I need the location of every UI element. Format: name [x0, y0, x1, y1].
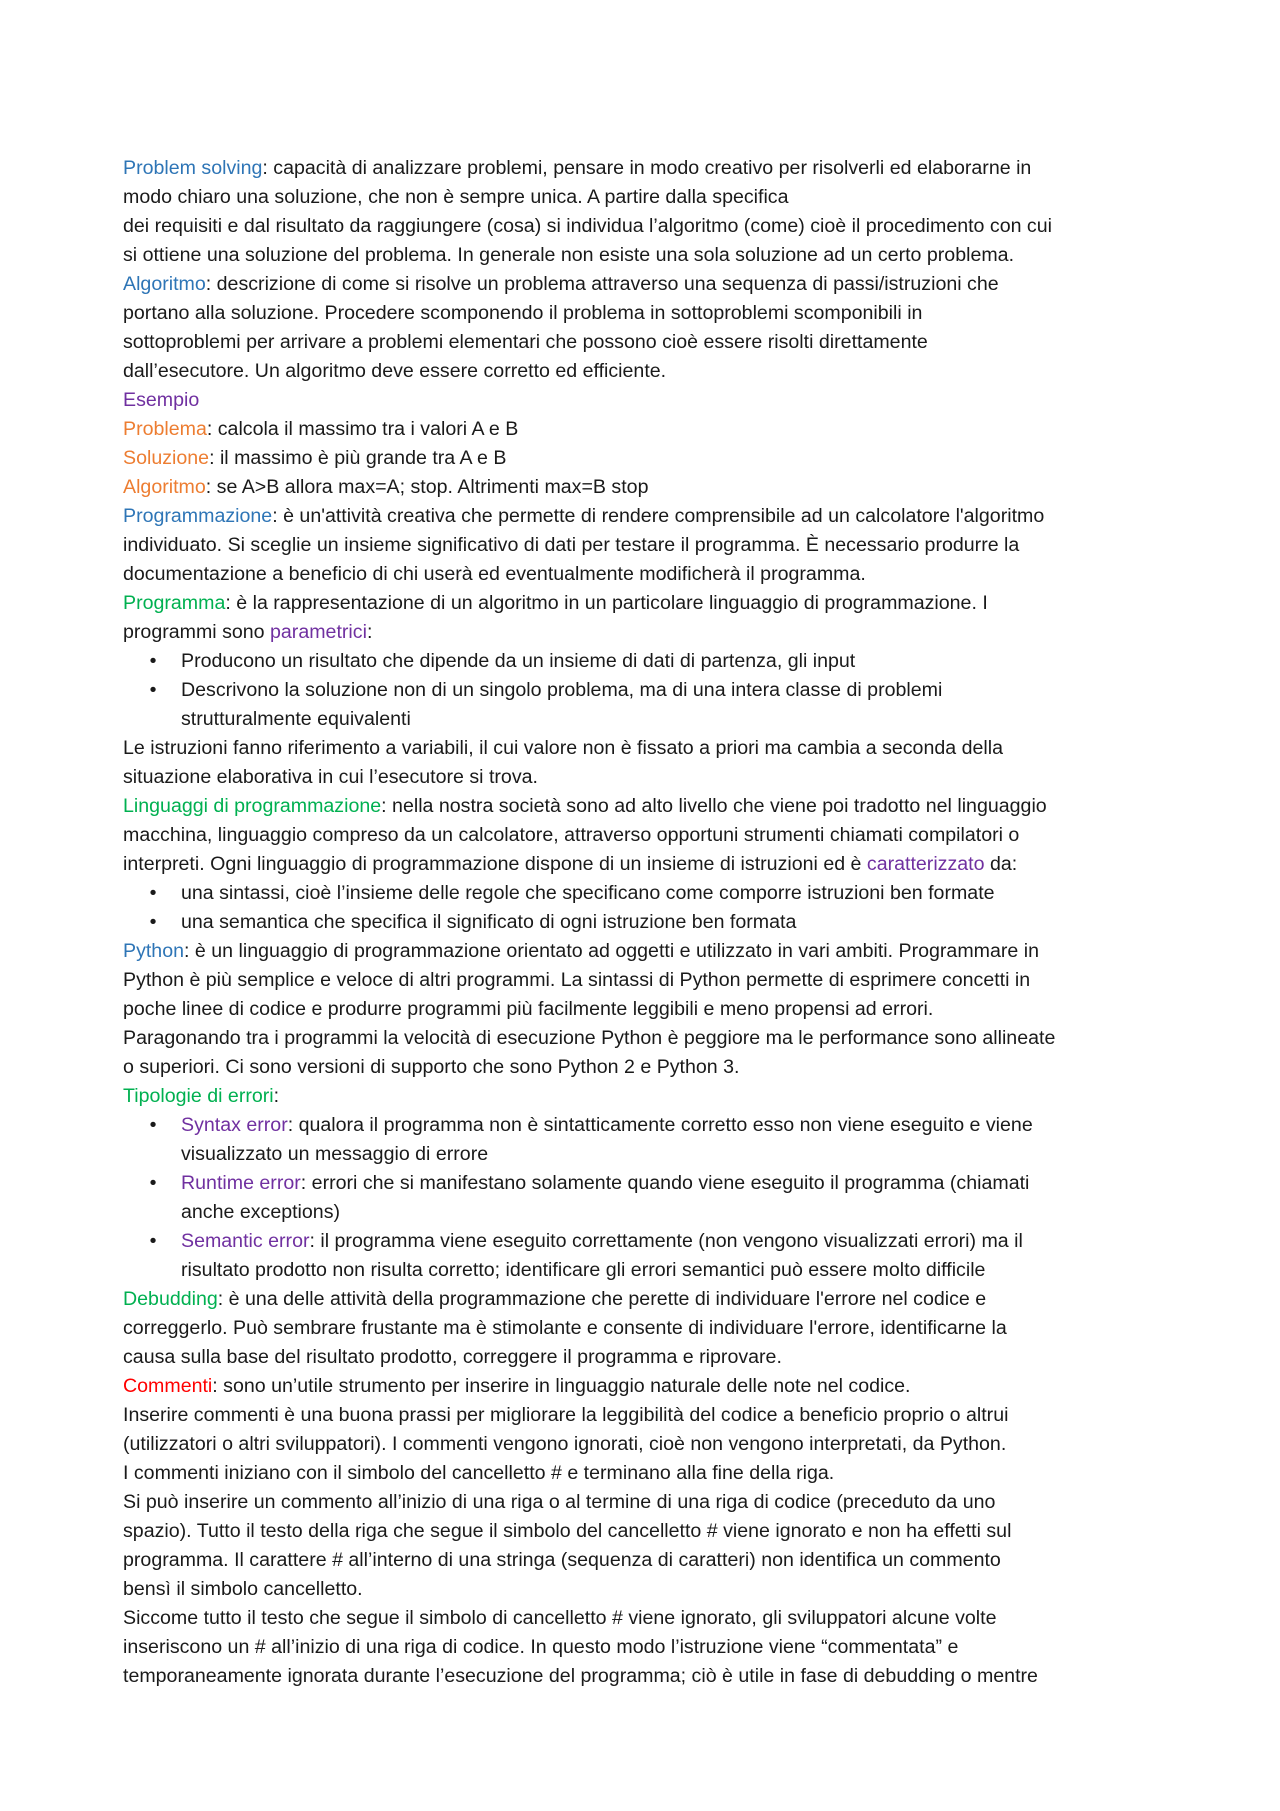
text-fragment: : il massimo è più grande tra A e B — [209, 447, 507, 469]
heading-esempio: Esempio — [123, 389, 200, 411]
section-problem-solving — [123, 154, 1168, 270]
paragraph-line: si ottiene una soluzione del problema. In generale non esiste una sola soluzione ad un certo problema. — [123, 244, 1015, 266]
text-fragment: : è un linguaggio di programmazione orientato ad oggetti e utilizzato in vari ambiti. Programmare in — [184, 940, 1039, 962]
bullet-list-errori — [123, 1111, 1168, 1285]
paragraph-line: inseriscono un # all’inizio di una riga di codice. In questo modo l’istruzione viene “commentata” e — [123, 1636, 959, 1658]
section-esempio — [123, 386, 1168, 502]
list-item-text: : il programma viene eseguito correttamente (non vengono visualizzati errori) ma il — [309, 1230, 1023, 1252]
paragraph-line: modo chiaro una soluzione, che non è sempre unica. A partire dalla specifica — [123, 186, 789, 208]
term-debudding: Debudding — [123, 1288, 218, 1310]
list-item-text: : qualora il programma non è sintatticamente corretto esso non viene eseguito e viene — [287, 1114, 1033, 1136]
paragraph-line: macchina, linguaggio compreso da un calcolatore, attraverso opportuni strumenti chiamati compilatori o — [123, 824, 1020, 846]
paragraph-line — [123, 270, 1168, 299]
list-item-continuation — [123, 1198, 1168, 1227]
text-fragment: : capacità di analizzare problemi, pensare in modo creativo per risolverli ed elaborarne in — [262, 157, 1032, 179]
term-runtime-error: Runtime error — [181, 1172, 301, 1194]
section-errori — [123, 1082, 1168, 1285]
bullet-icon: • — [149, 679, 157, 701]
text-fragment: : — [366, 621, 373, 643]
section-linguaggi — [123, 792, 1168, 937]
text-fragment: : se A>B allora max=A; stop. Altrimenti max=B stop — [205, 476, 649, 498]
term-problem-solving: Problem solving — [123, 157, 263, 179]
text-fragment: : è una delle attività della programmazione che perette di individuare l'errore nel codice e — [217, 1288, 987, 1310]
list-item-text: anche exceptions) — [181, 1201, 341, 1223]
section-debudding — [123, 1285, 1168, 1372]
paragraph-line: causa sulla base del risultato prodotto, correggere il programma e riprovare. — [123, 1346, 782, 1368]
bullet-list-linguaggi — [123, 879, 1168, 937]
section-programmazione — [123, 502, 1168, 589]
text-fragment: : descrizione di come si risolve un problema attraverso una sequenza di passi/istruzioni che — [205, 273, 999, 295]
paragraph-line: dall’esecutore. Un algoritmo deve essere corretto ed efficiente. — [123, 360, 667, 382]
term-soluzione: Soluzione — [123, 447, 210, 469]
term-programma: Programma — [123, 592, 226, 614]
bullet-icon: • — [149, 1172, 157, 1194]
term-commenti: Commenti — [123, 1375, 213, 1397]
section-commenti — [123, 1372, 1168, 1691]
term-parametrici: parametrici — [270, 621, 367, 643]
text-fragment: da: — [984, 853, 1018, 875]
list-item-text: strutturalmente equivalenti — [181, 708, 411, 730]
list-item-continuation — [123, 1256, 1168, 1285]
list-item-text: visualizzato un messaggio di errore — [181, 1143, 489, 1165]
text-fragment: : è un'attività creativa che permette di rendere comprensibile ad un calcolatore l'algoritmo — [272, 505, 1045, 527]
paragraph-line: Si può inserire un commento all’inizio di una riga o al termine di una riga di codice (preceduto da uno — [123, 1491, 996, 1513]
paragraph-line — [123, 618, 1168, 647]
paragraph-line: Siccome tutto il testo che segue il simbolo di cancelletto # viene ignorato, gli sviluppatori alcune volte — [123, 1607, 997, 1629]
paragraph-line: dei requisiti e dal risultato da raggiungere (cosa) si individua l’algoritmo (come) cioè il procedimento con cui — [123, 215, 1052, 237]
list-item-continuation — [123, 1140, 1168, 1169]
text-fragment: programmi sono — [123, 621, 271, 643]
section-algoritmo — [123, 270, 1168, 386]
list-item — [123, 1227, 1168, 1256]
paragraph-line: Le istruzioni fanno riferimento a variabili, il cui valore non è fissato a priori ma cambia a seconda della — [123, 737, 1003, 759]
term-algoritmo-esempio: Algoritmo — [123, 476, 206, 498]
list-item-text: : errori che si manifestano solamente quando viene eseguito il programma (chiamati — [300, 1172, 1030, 1194]
list-item — [123, 1111, 1168, 1140]
bullet-icon: • — [149, 882, 157, 904]
text-fragment: : nella nostra società sono ad alto livello che viene poi tradotto nel linguaggio — [381, 795, 1047, 817]
paragraph-line — [123, 589, 1168, 618]
paragraph-line: situazione elaborativa in cui l’esecutore si trova. — [123, 766, 538, 788]
bullet-icon: • — [149, 1114, 157, 1136]
paragraph-line — [123, 502, 1168, 531]
text-fragment: : calcola il massimo tra i valori A e B — [206, 418, 519, 440]
paragraph-line: correggerlo. Può sembrare frustante ma è stimolante e consente di individuare l'errore, identificarne la — [123, 1317, 1007, 1339]
list-item-text: una sintassi, cioè l’insieme delle regole che specificano come comporre istruzioni ben formate — [181, 882, 995, 904]
paragraph-line: temporaneamente ignorata durante l’esecuzione del programma; ciò è utile in fase di debudding o mentre — [123, 1665, 1038, 1687]
paragraph-line: programma. Il carattere # all’interno di una stringa (sequenza di caratteri) non identifica un commento — [123, 1549, 1001, 1571]
paragraph-line — [123, 1082, 1168, 1111]
paragraph-line: I commenti iniziano con il simbolo del cancelletto # e terminano alla fine della riga. — [123, 1462, 835, 1484]
list-item-text: una semantica che specifica il significato di ogni istruzione ben formata — [181, 911, 797, 933]
list-item-text: Descrivono la soluzione non di un singolo problema, ma di una intera classe di problemi — [181, 679, 943, 701]
list-item-text: risultato prodotto non risulta corretto; identificare gli errori semantici può essere molto difficile — [181, 1259, 986, 1281]
paragraph-line — [123, 473, 1168, 502]
list-item — [123, 647, 1168, 676]
paragraph-line — [123, 415, 1168, 444]
list-item-text: Producono un risultato che dipende da un insieme di dati di partenza, gli input — [181, 650, 856, 672]
list-item — [123, 676, 1168, 705]
paragraph-line: Python è più semplice e veloce di altri programmi. La sintassi di Python permette di esprimere concetti in — [123, 969, 1031, 991]
term-algoritmo: Algoritmo — [123, 273, 206, 295]
list-item — [123, 908, 1168, 937]
term-python: Python — [123, 940, 185, 962]
list-item-continuation — [123, 705, 1168, 734]
paragraph-line — [123, 792, 1168, 821]
paragraph-line: sottoproblemi per arrivare a problemi elementari che possono cioè essere risolti direttamente — [123, 331, 928, 353]
paragraph-line: portano alla soluzione. Procedere scomponendo il problema in sottoproblemi scomponibili in — [123, 302, 923, 324]
paragraph-line — [123, 937, 1168, 966]
term-syntax-error: Syntax error — [181, 1114, 288, 1136]
list-item — [123, 879, 1168, 908]
term-caratterizzato: caratterizzato — [866, 853, 985, 875]
term-linguaggi: Linguaggi di programmazione — [123, 795, 382, 817]
term-tipologie-errori: Tipologie di errori — [123, 1085, 274, 1107]
paragraph-line: spazio). Tutto il testo della riga che segue il simbolo del cancelletto # viene ignorato e non ha effetti sul — [123, 1520, 1012, 1542]
paragraph-line — [123, 850, 1168, 879]
paragraph-line — [123, 444, 1168, 473]
paragraph-line: Paragonando tra i programmi la velocità di esecuzione Python è peggiore ma le performance sono allineate — [123, 1027, 1056, 1049]
text-fragment: : sono un’utile strumento per inserire in linguaggio naturale delle note nel codice. — [212, 1375, 911, 1397]
term-problema: Problema — [123, 418, 207, 440]
bullet-icon: • — [149, 911, 157, 933]
text-fragment: interpreti. Ogni linguaggio di programmazione dispone di un insieme di istruzioni ed è — [123, 853, 867, 875]
list-item — [123, 1169, 1168, 1198]
term-programmazione: Programmazione — [123, 505, 273, 527]
section-python — [123, 937, 1168, 1082]
paragraph-line — [123, 154, 1168, 183]
bullet-list-programma — [123, 647, 1168, 734]
text-fragment: : — [273, 1085, 280, 1107]
paragraph-line: o superiori. Ci sono versioni di supporto che sono Python 2 e Python 3. — [123, 1056, 740, 1078]
bullet-icon: • — [149, 1230, 157, 1252]
section-programma — [123, 589, 1168, 792]
paragraph-line: poche linee di codice e produrre programmi più facilmente leggibili e meno propensi ad errori. — [123, 998, 934, 1020]
paragraph-line: Inserire commenti è una buona prassi per migliorare la leggibilità del codice a beneficio proprio o altrui — [123, 1404, 1009, 1426]
term-semantic-error: Semantic error — [181, 1230, 310, 1252]
bullet-icon: • — [149, 650, 157, 672]
paragraph-line — [123, 1372, 1168, 1401]
paragraph-line: individuato. Si sceglie un insieme significativo di dati per testare il programma. È necessario produrre la — [123, 534, 1020, 556]
paragraph-line — [123, 1285, 1168, 1314]
paragraph-line: (utilizzatori o altri sviluppatori). I commenti vengono ignorati, cioè non vengono interpretati, da Python. — [123, 1433, 1007, 1455]
paragraph-line: documentazione a beneficio di chi userà ed eventualmente modificherà il programma. — [123, 563, 866, 585]
text-fragment: : è la rappresentazione di un algoritmo in un particolare linguaggio di programmazione. I — [225, 592, 988, 614]
paragraph-line: bensì il simbolo cancelletto. — [123, 1578, 363, 1600]
